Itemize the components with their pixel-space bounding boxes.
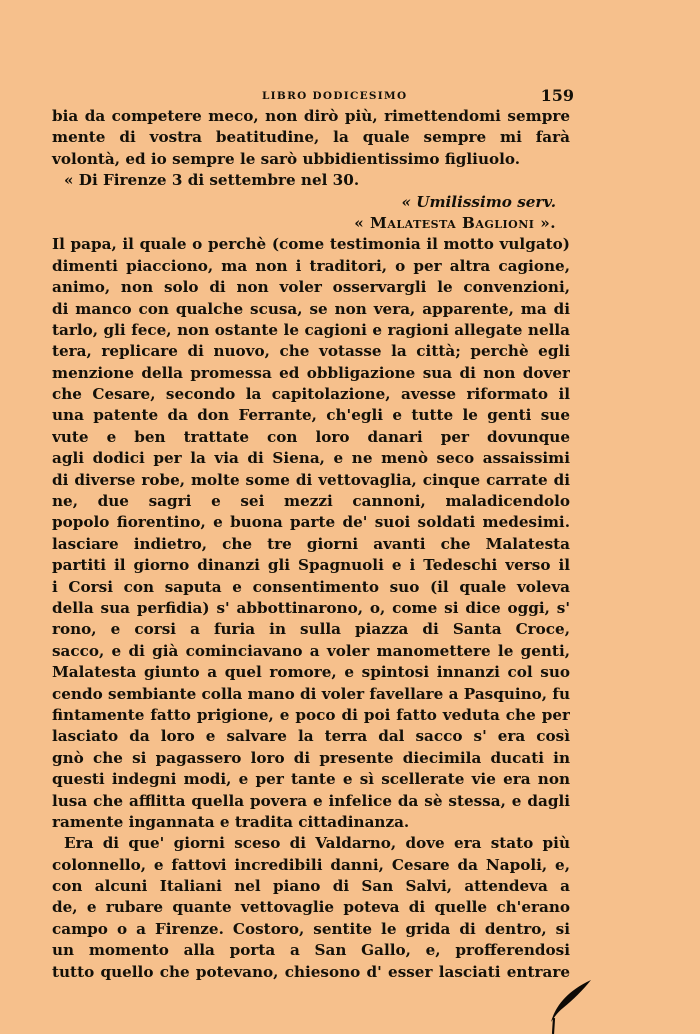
text-line: gnò che si pagassero loro di presente diecimila ducati in — [52, 748, 570, 767]
text-line: tera, replicare di nuovo, che votasse la città; perchè egli — [52, 342, 570, 361]
text-line: popolo fiorentino, e buona parte de' suoi soldati medesimi. — [52, 513, 570, 532]
text-line: lusa che afflitta quella povera e infelice da sè stessa, e dagli — [52, 791, 570, 810]
text-line: volontà, ed io sempre le sarò ubbidientissimo figliuolo. — [52, 149, 521, 168]
text-line: campo o a Firenze. Costoro, sentite le grida di dentro, si — [52, 919, 570, 938]
letter-dateline: « Di Firenze 3 di settembre nel 30. — [64, 171, 360, 190]
signature-closing: « Umilissimo serv. — [401, 192, 556, 211]
text-line: Era di que' giorni sceso di Valdarno, dove era stato più — [64, 834, 570, 853]
text-line: de, e rubare quante vettovaglie poteva di quelle ch'erano — [52, 898, 570, 917]
text-line: con alcuni Italiani nel piano di San Salvi, attendeva a — [52, 877, 570, 896]
text-line: questi indegni modi, e per tante e sì scellerate vie era non — [52, 770, 570, 789]
text-line: un momento alla porta a San Gallo, e, profferendosi — [52, 941, 570, 960]
body-text — [52, 106, 570, 983]
text-line: partiti il giorno dinanzi gli Spagnuoli e i Tedeschi verso il — [52, 556, 570, 575]
text-line: bia da competere meco, non dirò più, rimettendomi sempre — [52, 107, 570, 125]
text-line: rono, e corsi a furia in sulla piazza di Santa Croce, — [52, 620, 570, 639]
ink-flourish-mark — [545, 978, 595, 1034]
running-title: LIBRO DODICESIMO — [262, 90, 408, 102]
text-line: ramente ingannata e tradita cittadinanza. — [52, 812, 410, 831]
text-line: vute e ben trattate con loro danari per dovunque — [52, 427, 570, 446]
text-line: dimenti piacciono, ma non i traditori, o per altra cagione, — [52, 256, 570, 275]
text-line: lasciato da loro e salvare la terra dal sacco s' era così — [52, 727, 570, 746]
text-line: fintamente fatto prigione, e poco di poi fatto veduta che per — [52, 705, 570, 724]
text-line: colonnello, e fattovi incredibili danni, Cesare da Napoli, e, — [52, 855, 570, 874]
text-line: agli dodici per la via di Siena, e ne menò seco assaissimi — [52, 449, 570, 468]
text-line: mente di vostra beatitudine, la quale sempre mi farà — [52, 128, 570, 147]
text-line: che Cesare, secondo la capitolazione, avesse riformato il — [52, 385, 570, 404]
text-line: di diverse robe, molte some di vettovaglia, cinque carrate di — [52, 470, 570, 489]
text-line: della sua perfidia) s' abbottinarono, o, come si dice oggi, s' — [52, 598, 570, 617]
text-line: di manco con qualche scusa, se non vera, apparente, ma di — [52, 299, 570, 318]
text-line: tutto quello che potevano, chiesono d' esser lasciati entrare — [52, 962, 570, 981]
text-line: cendo sembiante colla mano di voler favellare a Pasquino, fu — [52, 684, 570, 703]
text-line: ne, due sagri e sei mezzi cannoni, maladicendolo — [52, 492, 570, 511]
text-line: menzione della promessa ed obbligazione sua di non dover — [52, 363, 570, 382]
text-line: lasciare indietro, che tre giorni avanti che Malatesta — [52, 534, 570, 553]
text-line: tarlo, gli fece, non ostante le cagioni e ragioni allegate nella — [52, 320, 570, 339]
page-number: 159 — [540, 86, 574, 105]
text-line: sacco, e di già cominciavano a voler manomettere le genti, — [52, 641, 570, 660]
page-header — [52, 88, 572, 108]
text-line: una patente da don Ferrante, ch'egli e tutte le genti sue — [52, 406, 570, 425]
text-line: Malatesta giunto a quel romore, e spintosi innanzi col suo — [52, 663, 570, 682]
signature-name: « Malatesta Baglioni ». — [354, 213, 556, 232]
text-line: i Corsi con saputa e consentimento suo (il quale voleva — [52, 577, 570, 596]
text-line: Il papa, il quale o perchè (come testimonia il motto vulgato) — [52, 235, 570, 254]
text-line: animo, non solo di non voler osservargli le convenzioni, — [52, 278, 570, 297]
